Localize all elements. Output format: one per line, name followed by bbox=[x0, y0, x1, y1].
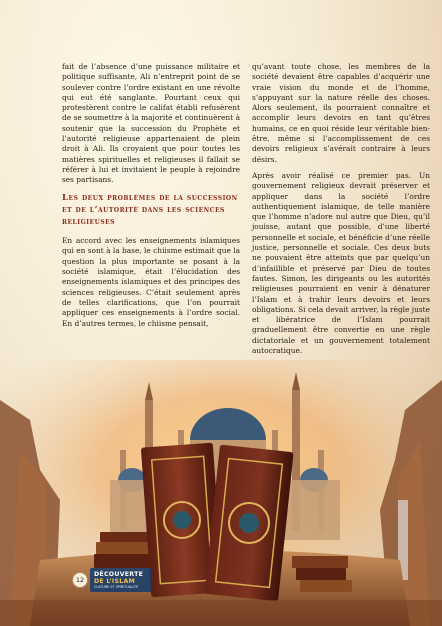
right-paragraph-1: qu’avant toute chose, les membres de la société devaient être capables d’acquérir une vraie vision du monde et de l’homme, s’appuyant sur la nature réelle des choses. Alors seulement, ils pourraient connaître et accomplir leurs devoirs en tant qu’êtres humains, ce en quoi réside leur véritable bien-être, même si l’accomplissement de ces devoirs religieux s’avérait contraire à leurs désirs. bbox=[252, 62, 430, 164]
left-column bbox=[62, 62, 240, 335]
right-column bbox=[252, 62, 430, 362]
section-heading: Les deux problèmes de la succession et de l’autorité dans les sciences religieuses bbox=[62, 192, 238, 227]
brand-line-1: DÉCOUVERTE bbox=[94, 571, 144, 578]
magazine-logo bbox=[90, 568, 152, 592]
left-paragraph-2: En accord avec les enseignements islamiques qui en sont à la base, le chiisme estimait que la question la plus importante se posant à la société islamique, était l’élucidation des enseignements islamiques et des principes des sciences religieuses. C’était seulement après de telles clarifications, que l’on pourrait appliquer ces enseignements à l’ordre social. En d’autres termes, le chiisme pensait, bbox=[62, 236, 240, 328]
left-paragraph-1: fait de l’absence d’une puissance militaire et politique suffisante, Ali n’entreprit point de se soulever contre l’ordre existant en une révolte qui eut été sanglante. Pourtant ceux qui protestèrent contre le califat établi refusèrent de se soumettre à la majorité et continuèrent à soutenir que la succession du Prophète et l’autorité religieuse appartenaient de plein droit à Ali. Ils croyaient que pour toutes les matières spirituelles et religieuses il fallait se référer à lui et invitaient le peuple à rejoindre ses partisans. bbox=[62, 62, 240, 185]
brand-line-3: CULTURE ET SPIRITUALITÉ bbox=[94, 585, 139, 589]
mosque-books-illustration bbox=[0, 360, 442, 626]
page-number: 12 bbox=[72, 572, 88, 588]
right-paragraph-2: Après avoir réalisé ce premier pas. Un gouvernement religieux devrait préserver et appliquer dans la société l’ordre authentiquement islamique, de telle manière que l’homme n’adore nul autre que Dieu, qu’il jouisse, autant que possible, d’une liberté personnelle et sociale, et bénéficie d’une réelle justice, personnelle et sociale. Ces deux buts ne pouvaient être atteints que par quelqu’un d’infaillible et préservé par Dieu de toutes fautes. Simon, les dirigeants ou les autorités religieuses pourraient en venir à dénaturer l’Islam et à trahir leurs devoirs et leurs obligations. Si cela devait arriver, la règle juste et libératrice de l’Islam pourrait graduellement être convertie en une règle dictatoriale et un gouvernement totalement autocratique. bbox=[252, 170, 430, 356]
brand-line-2: DE L’ISLAM bbox=[94, 578, 136, 585]
